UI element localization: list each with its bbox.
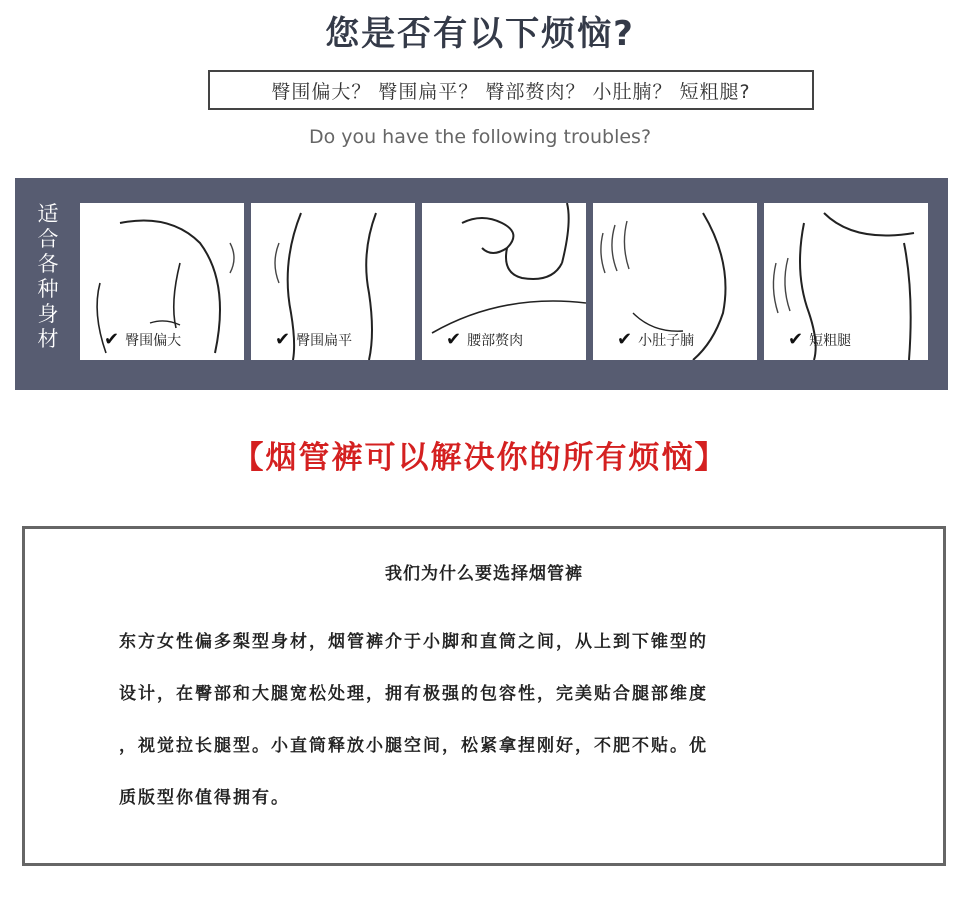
description-line: 质版型你值得拥有。: [119, 788, 290, 808]
promo-headline: 【烟管裤可以解决你的所有烦恼】: [232, 440, 728, 476]
check-icon: ✔: [446, 329, 462, 350]
troubles-box: [208, 70, 814, 110]
check-icon: ✔: [788, 329, 804, 350]
description-box: [22, 526, 946, 866]
troubles-text: 臀围偏大？ 臀围扁平？ 臀部赘肉？ 小肚腩？ 短粗腿?: [271, 80, 751, 103]
description-line: 东方女性偏多梨型身材，烟管裤介于小脚和直筒之间，从上到下锥型的: [119, 632, 708, 652]
card-label: 臀围扁平: [296, 332, 353, 349]
english-subtitle: Do you have the following troubles?: [308, 126, 652, 148]
check-icon: ✔: [275, 329, 291, 350]
card-label: 腰部赘肉: [467, 332, 524, 349]
check-icon: ✔: [617, 329, 633, 350]
card-label: 臀围偏大: [125, 332, 182, 349]
page-title: 您是否有以下烦恼?: [325, 14, 635, 54]
body-types-panel: [15, 178, 948, 390]
description-title: 我们为什么要选择烟管裤: [385, 564, 583, 584]
card-waist-fat: [422, 203, 586, 360]
card-hips-flat: [251, 203, 415, 360]
card-label: 短粗腿: [809, 332, 852, 349]
check-icon: ✔: [104, 329, 120, 350]
card-label: 小肚子腩: [638, 332, 695, 349]
description-line: ，视觉拉长腿型。小直筒释放小腿空间，松紧拿捏刚好，不肥不贴。优: [119, 736, 708, 756]
side-label: 适合各种身材: [37, 202, 59, 351]
card-thick-legs: [764, 203, 928, 360]
card-belly: [593, 203, 757, 360]
card-hips-wide: [80, 203, 244, 360]
description-line: 设计，在臀部和大腿宽松处理，拥有极强的包容性，完美贴合腿部维度: [119, 684, 708, 704]
